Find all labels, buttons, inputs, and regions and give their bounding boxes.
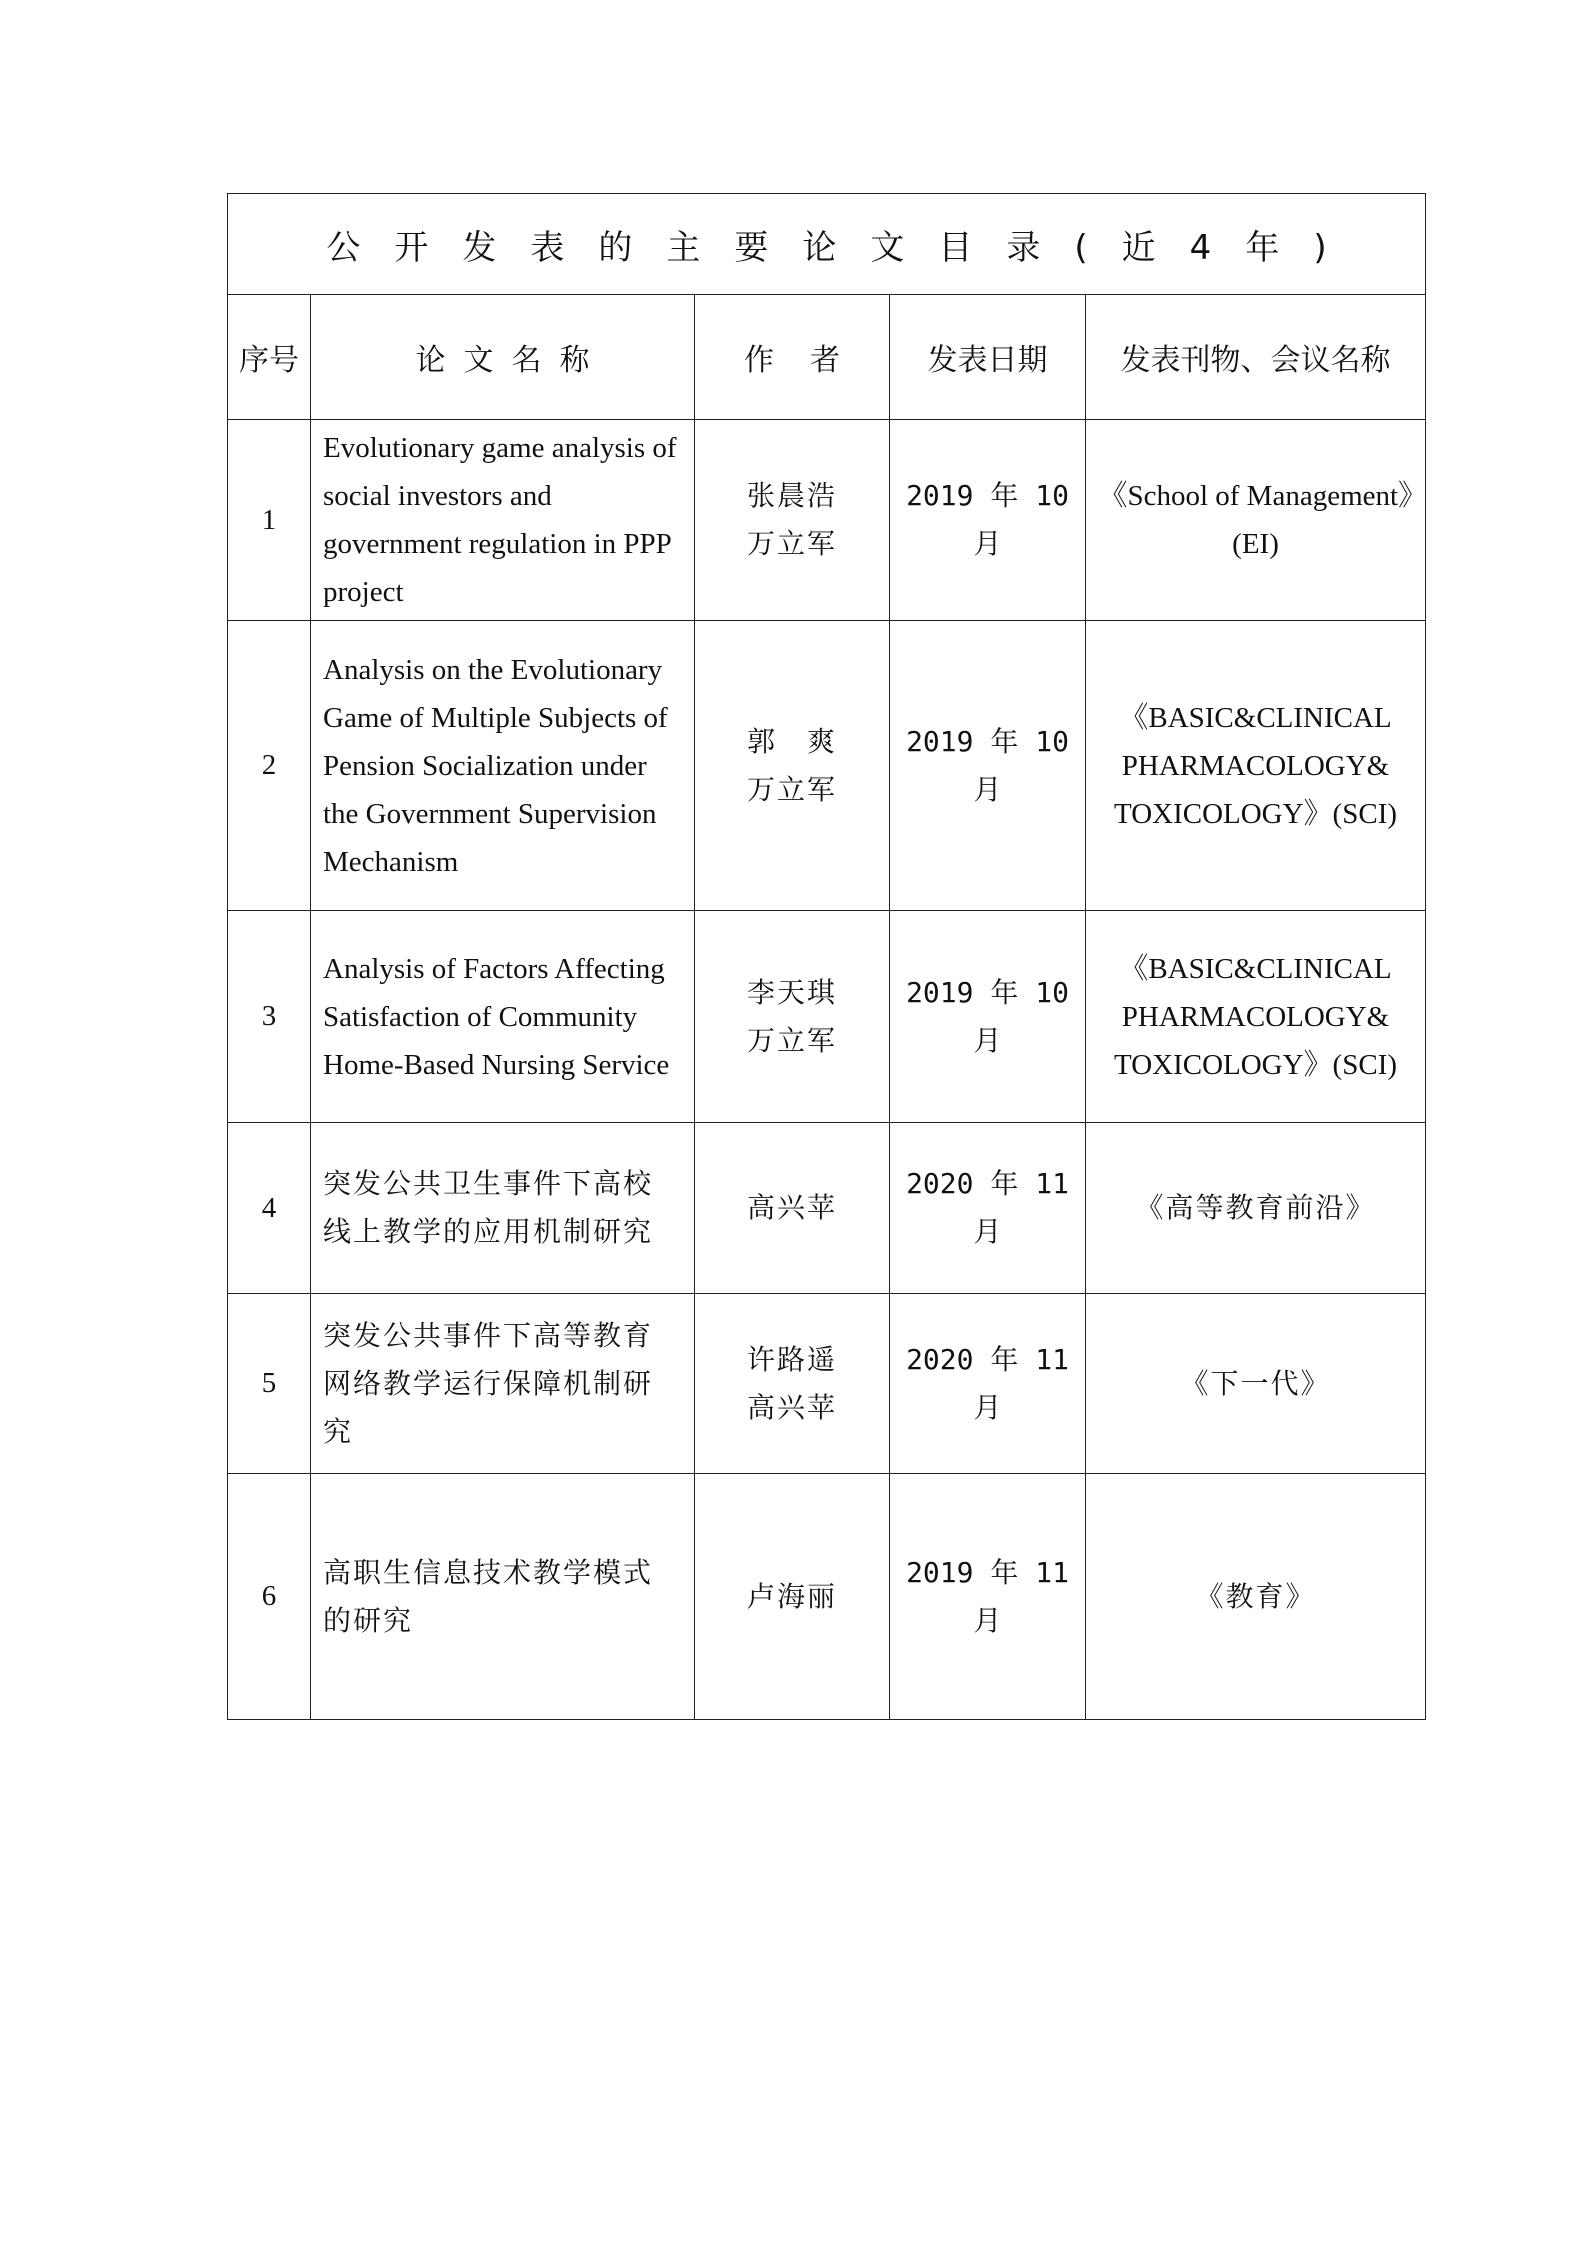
row-journal: 《BASIC&CLINICAL PHARMACOLOGY& TOXICOLOGY》(SCI) — [1086, 621, 1426, 911]
row-date: 2019 年 10 月 — [890, 911, 1086, 1123]
header-journal: 发表刊物、会议名称 — [1086, 295, 1426, 420]
row-date: 2019 年 11 月 — [890, 1474, 1086, 1720]
table-row — [228, 911, 1426, 1123]
author-name: 张晨浩 — [746, 479, 837, 512]
row-authors — [695, 1294, 890, 1474]
row-paper-title: 高职生信息技术教学模式的研究 — [311, 1474, 695, 1720]
header-paper-title: 论文名称 — [311, 295, 695, 420]
row-date: 2019 年 10 月 — [890, 420, 1086, 621]
header-date: 发表日期 — [890, 295, 1086, 420]
row-journal: 《下一代》 — [1086, 1294, 1426, 1474]
row-index: 3 — [228, 911, 311, 1123]
row-date: 2020 年 11 月 — [890, 1294, 1086, 1474]
row-journal: 《BASIC&CLINICAL PHARMACOLOGY& TOXICOLOGY》(SCI) — [1086, 911, 1426, 1123]
row-date: 2019 年 10 月 — [890, 621, 1086, 911]
author-name: 万立军 — [746, 1023, 837, 1057]
row-index: 2 — [228, 621, 311, 911]
row-index: 5 — [228, 1294, 311, 1474]
table-row — [228, 1474, 1426, 1720]
author-name: 高兴苹 — [746, 1191, 837, 1224]
table-row — [228, 1123, 1426, 1294]
row-paper-title: 突发公共事件下高等教育网络教学运行保障机制研究 — [311, 1294, 695, 1474]
header-authors: 作者 — [695, 295, 890, 420]
row-paper-title: Analysis on the Evolutionary Game of Multiple Subjects of Pension Socialization under the Government Supervision Mechanism — [311, 621, 695, 911]
table-header-row — [228, 295, 1426, 420]
author-name: 万立军 — [746, 772, 837, 806]
row-index: 4 — [228, 1123, 311, 1294]
table-row — [228, 621, 1426, 911]
row-index: 6 — [228, 1474, 311, 1720]
papers-table — [227, 193, 1426, 1720]
row-paper-title: Analysis of Factors Affecting Satisfaction of Community Home-Based Nursing Service — [311, 911, 695, 1123]
row-authors — [695, 1474, 890, 1720]
row-paper-title: 突发公共卫生事件下高校线上教学的应用机制研究 — [311, 1123, 695, 1294]
row-date: 2020 年 11 月 — [890, 1123, 1086, 1294]
table-row — [228, 1294, 1426, 1474]
row-authors — [695, 621, 890, 911]
author-name: 卢海丽 — [746, 1579, 837, 1613]
row-index: 1 — [228, 420, 311, 621]
row-paper-title: Evolutionary game analysis of social investors and government regulation in PPP project — [311, 420, 695, 621]
row-journal: 《教育》 — [1086, 1474, 1426, 1720]
row-authors — [695, 911, 890, 1123]
row-authors — [695, 1123, 890, 1294]
table-row — [228, 420, 1426, 621]
author-name: 李天琪 — [746, 975, 837, 1009]
table-title-row — [228, 194, 1426, 295]
row-journal: 《School of Management》(EI) — [1086, 420, 1426, 621]
row-authors — [695, 420, 890, 621]
row-journal: 《高等教育前沿》 — [1086, 1123, 1426, 1294]
header-index: 序号 — [228, 295, 311, 420]
author-name: 许路遥 — [746, 1342, 837, 1376]
author-name: 高兴苹 — [746, 1390, 837, 1424]
author-name: 郭 爽 — [746, 724, 837, 758]
table-title: 公开发表的主要论文目录(近4年) — [228, 194, 1426, 295]
author-name: 万立军 — [746, 527, 837, 560]
